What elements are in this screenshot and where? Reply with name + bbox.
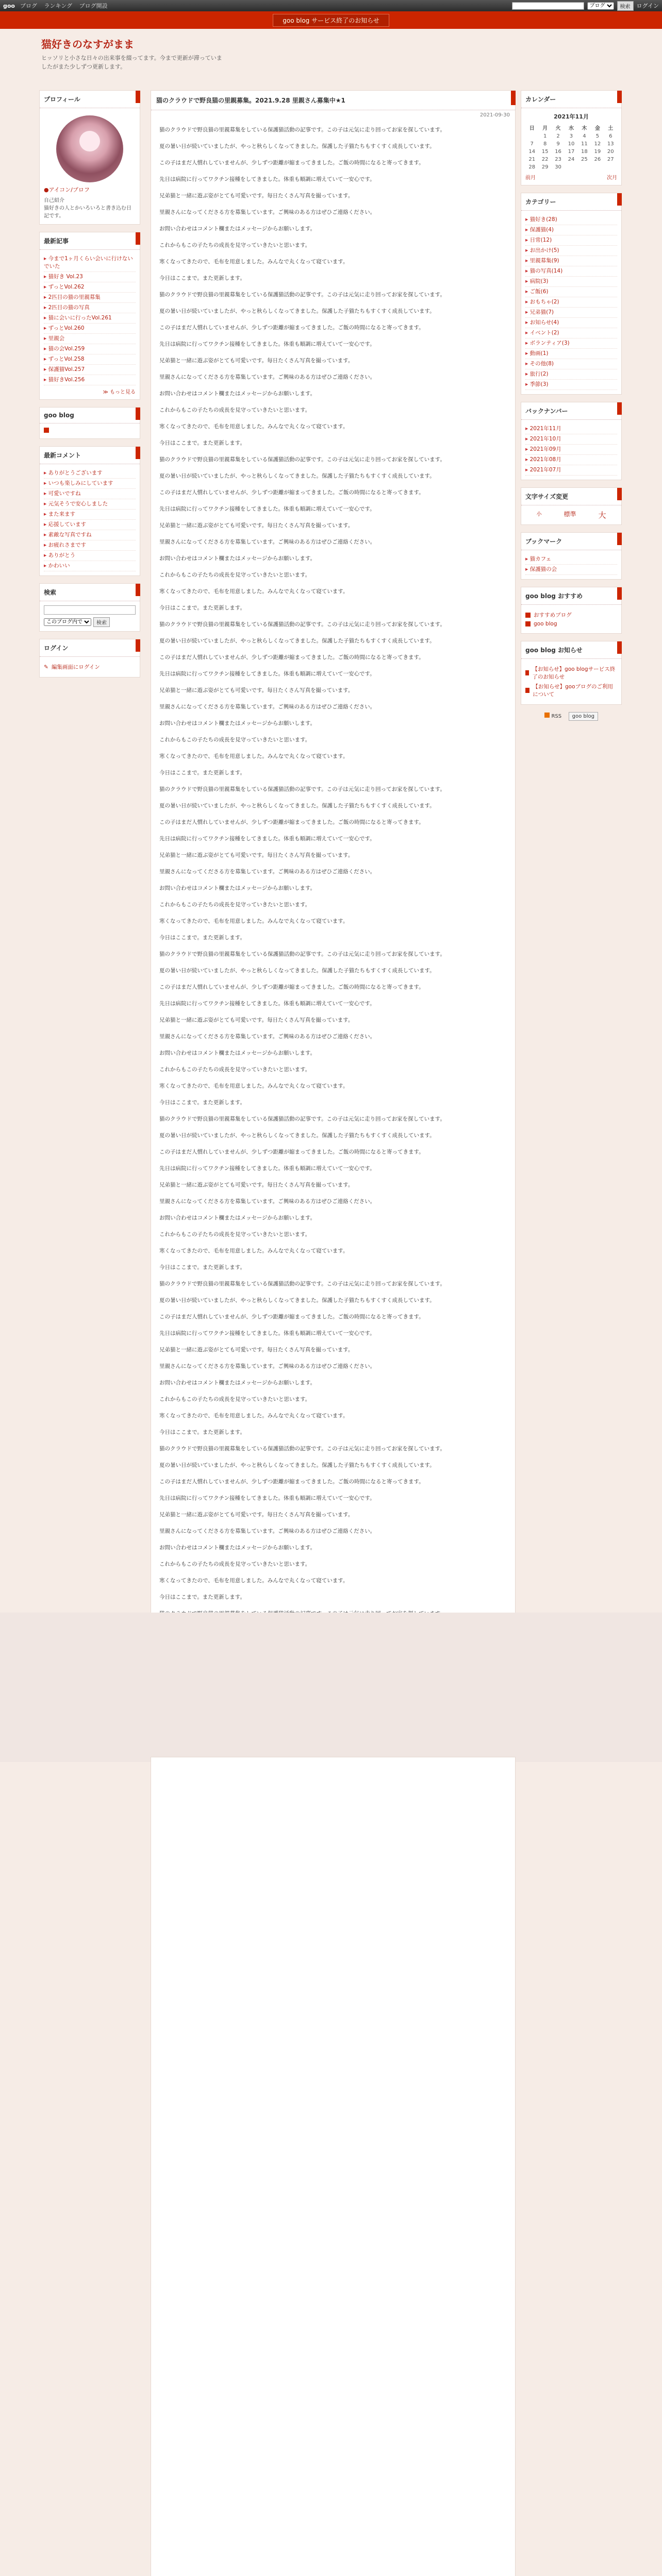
backnumber-box (521, 402, 622, 480)
blog-title[interactable]: 猫好きのなすがまま (41, 38, 134, 50)
recommend-item-2[interactable] (525, 621, 617, 627)
calendar-day: 12 (594, 141, 601, 147)
comment-item[interactable]: ▸ 元気そうで安心しました (44, 499, 136, 510)
bookmark-heading: ブックマーク (521, 533, 621, 550)
nav-item-start[interactable]: ブログ開設 (79, 3, 108, 9)
recent-posts-list (44, 254, 136, 385)
bookmark-item[interactable]: ▸ 保護猫の会 (525, 565, 617, 575)
calendar-day: 27 (607, 157, 614, 162)
category-item[interactable]: ▸ 里親募集(9) (525, 256, 617, 266)
post-paragraph: これからもこの子たちの成長を見守っていきたいと思います。 (159, 1561, 311, 1567)
info-item-2[interactable] (525, 683, 617, 698)
calendar-day: 25 (581, 157, 588, 162)
nav-item-ranking[interactable]: ランキング (44, 3, 73, 9)
post-paragraph: 里親さんになってくださる方を募集しています。ご興味のある方はぜひご連絡ください。 (159, 1033, 376, 1040)
recent-post-item[interactable]: ▸ ずっとVol.258 (44, 354, 136, 365)
post-paragraph: お問い合わせはコメント欄またはメッセージからお願いします。 (159, 885, 316, 891)
login-link[interactable]: ログイン (636, 3, 659, 9)
recent-post-item[interactable]: ▸ ずっとVol.262 (44, 282, 136, 293)
font-size-box (521, 487, 622, 525)
rss-label[interactable]: RSS (551, 714, 562, 719)
calendar-weekday: 日 (529, 126, 535, 131)
blog-search-scope[interactable] (44, 618, 91, 626)
category-item[interactable]: ▸ ご飯(6) (525, 287, 617, 297)
post-paragraph: 今日はここまで。また更新します。 (159, 935, 245, 941)
category-item[interactable]: ▸ 兄弟猫(7) (525, 308, 617, 318)
search-box (39, 583, 140, 632)
post-paragraph: お問い合わせはコメント欄またはメッセージからお願いします。 (159, 391, 316, 397)
calendar-day: 2 (556, 133, 560, 139)
post-paragraph: これからもこの子たちの成長を見守っていきたいと思います。 (159, 407, 311, 413)
font-small-button[interactable]: 小 (536, 512, 542, 517)
recommend-label-1: おすすめブログ (534, 612, 572, 618)
profile-heading: プロフィール (40, 91, 140, 108)
comment-item[interactable]: ▸ かわいい (44, 561, 136, 571)
post-paragraph: これからもこの子たちの成長を見守っていきたいと思います。 (159, 242, 311, 248)
post-paragraph: お問い合わせはコメント欄またはメッセージからお願いします。 (159, 1215, 316, 1221)
post-paragraph: 夏の暑い日が続いていましたが、やっと秋らしくなってきました。保護した子猫たちもすくすく成長しています。 (159, 143, 435, 149)
backnumber-item[interactable]: ▸ 2021年10月 (525, 434, 617, 445)
calendar-heading: カレンダー (521, 91, 621, 108)
category-item[interactable]: ▸ 病院(3) (525, 277, 617, 287)
post-paragraph: 先日は病院に行ってワクチン接種をしてきました。体重も順調に増えていて一安心です。 (159, 341, 375, 347)
post-paragraph: 里親さんになってくださる方を募集しています。ご興味のある方はぜひご連絡ください。 (159, 869, 376, 875)
bookmark-item[interactable]: ▸ 猫カフェ (525, 554, 617, 565)
blog-description: ヒッソリと小さな日々の出来事を綴ってます。今まで更新が滞っていましたがまた少しずつ更新します。 (41, 55, 222, 70)
post-paragraph: 猫のクラウドで野良猫の里親募集をしている保護猫活動の記事です。この子は元気に走り回ってお家を探しています。 (159, 621, 445, 628)
calendar-next[interactable]: 次月 (607, 175, 617, 181)
category-item[interactable]: ▸ 猫の写真(14) (525, 266, 617, 277)
recent-more-link[interactable]: ≫ もっと見る (103, 389, 136, 395)
calendar-caption: 2021年11月 (554, 113, 589, 120)
post-paragraph: 里親さんになってくださる方を募集しています。ご興味のある方はぜひご連絡ください。 (159, 1363, 376, 1369)
calendar-day: 19 (594, 149, 601, 155)
post-paragraph: 寒くなってきたので、毛布を用意しました。みんなで丸くなって寝ています。 (159, 918, 349, 924)
recent-post-item[interactable]: ▸ 里親会 (44, 334, 136, 344)
avatar (56, 115, 123, 182)
comment-item[interactable]: ▸ いつも楽しみにしています (44, 479, 136, 489)
post-paragraph: お問い合わせはコメント欄またはメッセージからお願いします。 (159, 720, 316, 726)
post-paragraph: 今日はここまで。また更新します。 (159, 275, 245, 281)
category-item[interactable]: ▸ 季節(3) (525, 380, 617, 390)
comments-list (44, 468, 136, 571)
recent-post-item[interactable]: ▸ 今まで1ヶ月くらい会いに行けないでいた (44, 254, 136, 272)
post-paragraph: お問い合わせはコメント欄またはメッセージからお願いします。 (159, 1380, 316, 1386)
goo-blog-badge[interactable]: goo blog (569, 712, 598, 721)
recommend-label-2: goo blog (534, 621, 557, 627)
calendar-day (604, 163, 617, 171)
post-paragraph: この子はまだ人慣れしていませんが、少しずつ距離が縮まってきました。ご飯の時間になると寄ってきます。 (159, 654, 424, 660)
post-paragraph: 猫のクラウドで野良猫の里親募集をしている保護猫活動の記事です。この子は元気に走り回ってお家を探しています。 (159, 456, 445, 463)
profile-text: 猫好きの人とかいろいろと書き込む日記です。 (44, 206, 131, 219)
recent-post-item[interactable]: ▸ ずっとVol.260 (44, 324, 136, 334)
post-date: 2021-09-30 (479, 112, 510, 118)
calendar-box (521, 90, 622, 185)
post-paragraph: 先日は病院に行ってワクチン接種をしてきました。体重も順調に増えていて一安心です。 (159, 1330, 375, 1336)
calendar-day: 20 (607, 149, 614, 155)
category-item[interactable]: ▸ ボランティア(3) (525, 338, 617, 349)
post-paragraph: 先日は病院に行ってワクチン接種をしてきました。体重も順調に増えていて一安心です。 (159, 671, 375, 677)
post-paragraph: 夏の暑い日が続いていましたが、やっと秋らしくなってきました。保護した子猫たちもすくすく成長しています。 (159, 968, 435, 974)
calendar-day: 22 (541, 157, 549, 162)
recent-posts-box (39, 232, 140, 400)
post-paragraph: 里親さんになってくださる方を募集しています。ご興味のある方はぜひご連絡ください。 (159, 539, 376, 545)
post-paragraph: 今日はここまで。また更新します。 (159, 440, 245, 446)
calendar-weekday: 水 (568, 126, 574, 131)
calendar-day: 13 (607, 141, 614, 147)
nav-item-blog[interactable]: ブログ (20, 3, 37, 9)
recent-posts-heading: 最新記事 (40, 232, 140, 250)
goo-bookmark-box (39, 407, 140, 439)
post-paragraph: 里親さんになってくださる方を募集しています。ご興味のある方はぜひご連絡ください。 (159, 1198, 376, 1205)
post-paragraph: 先日は病院に行ってワクチン接種をしてきました。体重も順調に増えていて一安心です。 (159, 836, 375, 842)
post-paragraph: 夏の暑い日が続いていましたが、やっと秋らしくなってきました。保護した子猫たちもすくすく成長しています。 (159, 1132, 435, 1139)
post-paragraph: 猫のクラウドで野良猫の里親募集をしている保護猫活動の記事です。この子は元気に走り回ってお家を探しています。 (159, 786, 445, 792)
calendar-day: 26 (594, 157, 601, 162)
bookmark-list (525, 554, 617, 575)
post-paragraph: 寒くなってきたので、毛布を用意しました。みんなで丸くなって寝ています。 (159, 1248, 349, 1254)
right-sidebar (521, 90, 622, 721)
goo-icon (525, 621, 531, 626)
post-paragraph: 里親さんになってくださる方を募集しています。ご興味のある方はぜひご連絡ください。 (159, 704, 376, 710)
post-paragraph: この子はまだ人慣れしていませんが、少しずつ距離が縮まってきました。ご飯の時間になると寄ってきます。 (159, 819, 424, 825)
calendar-day (565, 163, 577, 171)
post-paragraph: 猫のクラウドで野良猫の里親募集をしている保護猫活動の記事です。この子は元気に走り回ってお家を探しています。 (159, 127, 445, 133)
blog-header (0, 29, 662, 87)
category-list (525, 215, 617, 390)
post-paragraph: 寒くなってきたので、毛布を用意しました。みんなで丸くなって寝ています。 (159, 423, 349, 430)
top-search-button[interactable]: 検索 (617, 1, 634, 11)
goo-icon (525, 613, 531, 618)
profile-link[interactable]: ●アイコン/プロフ (44, 187, 90, 193)
post-paragraph: 先日は病院に行ってワクチン接種をしてきました。体重も順調に増えていて一安心です。 (159, 506, 375, 512)
notice-bar (0, 11, 662, 29)
calendar-day: 16 (555, 149, 561, 155)
post-paragraph: 里親さんになってくださる方を募集しています。ご興味のある方はぜひご連絡ください。 (159, 209, 376, 215)
comment-item[interactable]: ▸ ありがとう (44, 551, 136, 561)
recent-post-item[interactable]: ▸ 2匹目の猫の里親募集 (44, 293, 136, 303)
recent-post-item[interactable]: ▸ 猫の会Vol.259 (44, 344, 136, 354)
edit-login-link[interactable] (44, 663, 136, 671)
calendar-day: 7 (530, 141, 534, 147)
post-paragraph: 今日はここまで。また更新します。 (159, 605, 245, 611)
info-icon (525, 670, 529, 675)
post-paragraph: 寒くなってきたので、毛布を用意しました。みんなで丸くなって寝ています。 (159, 588, 349, 595)
post-paragraph: 先日は病院に行ってワクチン接種をしてきました。体重も順調に増えていて一安心です。 (159, 176, 375, 182)
post-paragraph: 猫のクラウドで野良猫の里親募集をしている保護猫活動の記事です。この子は元気に走り回ってお家を探しています。 (159, 951, 445, 957)
post-paragraph: 兄弟猫と一緒に遊ぶ姿がとても可愛いです。毎日たくさん写真を撮っています。 (159, 1347, 354, 1353)
post-paragraph: 今日はここまで。また更新します。 (159, 770, 245, 776)
post-paragraph: お問い合わせはコメント欄またはメッセージからお願いします。 (159, 1545, 316, 1551)
category-box (521, 193, 622, 395)
top-nav (20, 2, 113, 10)
post-paragraph: 夏の暑い日が続いていましたが、やっと秋らしくなってきました。保護した子猫たちもすくすく成長しています。 (159, 803, 435, 809)
profile-box (39, 90, 140, 225)
post-paragraph: 兄弟猫と一緒に遊ぶ姿がとても可愛いです。毎日たくさん写真を撮っています。 (159, 687, 354, 693)
recent-post-item[interactable]: ▸ 猫に会いに行ったVol.261 (44, 313, 136, 324)
calendar-day: 9 (556, 141, 560, 147)
search-heading: 検索 (40, 584, 140, 601)
post-paragraph: 猫のクラウドで野良猫の里親募集をしている保護猫活動の記事です。この子は元気に走り回ってお家を探しています。 (159, 1446, 445, 1452)
comment-item[interactable]: ▸ ありがとうございます (44, 468, 136, 479)
goo-logo[interactable]: goo (3, 2, 15, 9)
post-paragraph: 今日はここまで。また更新します。 (159, 1099, 245, 1106)
calendar-weekday: 火 (555, 126, 561, 131)
recent-post-item[interactable]: ▸ 猫好きVol.256 (44, 375, 136, 385)
edit-login-label: 編集画面にログイン (51, 664, 100, 670)
post-paragraph: 今日はここまで。また更新します。 (159, 1429, 245, 1435)
post-paragraph: 猫のクラウドで野良猫の里親募集をしている保護猫活動の記事です。この子は元気に走り回ってお家を探しています。 (159, 292, 445, 298)
top-search-select[interactable] (587, 2, 614, 10)
calendar-day: 21 (528, 157, 536, 162)
post-paragraph: 夏の暑い日が続いていましたが、やっと秋らしくなってきました。保護した子猫たちもすくすく成長しています。 (159, 308, 435, 314)
post-paragraph: お問い合わせはコメント欄またはメッセージからお願いします。 (159, 1050, 316, 1056)
calendar-day: 3 (569, 133, 573, 139)
post-paragraph: 寒くなってきたので、毛布を用意しました。みんなで丸くなって寝ています。 (159, 753, 349, 759)
post-paragraph: 里親さんになってくださる方を募集しています。ご興味のある方はぜひご連絡ください。 (159, 374, 376, 380)
post-paragraph: 猫のクラウドで野良猫の里親募集をしている保護猫活動の記事です。この子は元気に走り回ってお家を探しています。 (159, 1116, 445, 1122)
comment-item[interactable]: ▸ 可愛いですね (44, 489, 136, 499)
category-item[interactable]: ▸ おもちゃ(2) (525, 297, 617, 308)
page-divider (0, 1613, 662, 1762)
top-bar (0, 0, 662, 11)
post-paragraph: 夏の暑い日が続いていましたが、やっと秋らしくなってきました。保護した子猫たちもすくすく成長しています。 (159, 473, 435, 479)
calendar-table (525, 123, 617, 171)
post-paragraph: この子はまだ人慣れしていませんが、少しずつ距離が縮まってきました。ご飯の時間になると寄ってきます。 (159, 984, 424, 990)
login-heading: ログイン (40, 639, 140, 657)
category-item[interactable]: ▸ 動画(1) (525, 349, 617, 359)
backnumber-list (525, 424, 617, 476)
post-paragraph: 先日は病院に行ってワクチン接種をしてきました。体重も順調に増えていて一安心です。 (159, 1165, 375, 1172)
service-end-notice[interactable]: goo blog サービス終了のお知らせ (273, 14, 389, 27)
calendar-day: 5 (595, 133, 599, 139)
blog-search-button[interactable]: 検索 (93, 617, 110, 627)
category-item[interactable]: ▸ 猫好き(28) (525, 215, 617, 225)
goo-recommend-box (521, 587, 622, 634)
post-paragraph: 先日は病院に行ってワクチン接種をしてきました。体重も順調に増えていて一安心です。 (159, 1495, 375, 1501)
backnumber-item[interactable]: ▸ 2021年08月 (525, 455, 617, 465)
backnumber-item[interactable]: ▸ 2021年07月 (525, 465, 617, 476)
post-paragraph: お問い合わせはコメント欄またはメッセージからお願いします。 (159, 226, 316, 232)
backnumber-heading: バックナンバー (521, 402, 621, 420)
calendar-day: 8 (543, 141, 547, 147)
calendar-day: 28 (528, 164, 536, 170)
info-item-1[interactable] (525, 665, 617, 681)
post-paragraph: 夏の暑い日が続いていましたが、やっと秋らしくなってきました。保護した子猫たちもすくすく成長しています。 (159, 1462, 435, 1468)
calendar-day: 29 (541, 164, 549, 170)
post-paragraph: 寒くなってきたので、毛布を用意しました。みんなで丸くなって寝ています。 (159, 1413, 349, 1419)
bookmark-icon[interactable] (44, 428, 49, 433)
top-search-input[interactable] (512, 2, 584, 10)
info-label-2: 【お知らせ】gooブログのご利用について (533, 684, 613, 698)
font-size-heading: 文字サイズ変更 (521, 488, 621, 505)
bookmark-box (521, 532, 622, 580)
category-item[interactable]: ▸ 日常(12) (525, 235, 617, 246)
goo-recommend-heading: goo blog おすすめ (521, 587, 621, 605)
comment-item[interactable]: ▸ 素敵な写真ですね (44, 530, 136, 540)
calendar-day (578, 163, 591, 171)
post-paragraph: 兄弟猫と一緒に遊ぶ姿がとても可愛いです。毎日たくさん写真を撮っています。 (159, 1017, 354, 1023)
post-paragraph: この子はまだ人慣れしていませんが、少しずつ距離が縮まってきました。ご飯の時間になると寄ってきます。 (159, 489, 424, 496)
post-paragraph: 先日は病院に行ってワクチン接種をしてきました。体重も順調に増えていて一安心です。 (159, 1001, 375, 1007)
recent-post-item[interactable]: ▸ 猫好き Vol.23 (44, 272, 136, 282)
post-paragraph: 兄弟猫と一緒に遊ぶ姿がとても可愛いです。毎日たくさん写真を撮っています。 (159, 1512, 354, 1518)
post-paragraph: 里親さんになってくださる方を募集しています。ご興味のある方はぜひご連絡ください。 (159, 1528, 376, 1534)
goo-info-box (521, 641, 622, 705)
backnumber-item[interactable]: ▸ 2021年11月 (525, 424, 617, 434)
backnumber-item[interactable]: ▸ 2021年09月 (525, 445, 617, 455)
calendar-day: 23 (555, 157, 561, 162)
post-paragraph: 猫のクラウドで野良猫の里親募集をしている保護猫活動の記事です。この子は元気に走り回ってお家を探しています。 (159, 1281, 445, 1287)
post-paragraph: この子はまだ人慣れしていませんが、少しずつ距離が縮まってきました。ご飯の時間になると寄ってきます。 (159, 1479, 424, 1485)
post-paragraph: これからもこの子たちの成長を見守っていきたいと思います。 (159, 1066, 311, 1073)
comment-item[interactable]: ▸ また来ます (44, 510, 136, 520)
info-label-1: 【お知らせ】goo blogサービス終了のお知らせ (532, 666, 616, 680)
calendar-day (525, 132, 538, 140)
comments-box (39, 446, 140, 576)
calendar-day: 6 (609, 133, 613, 139)
calendar-day: 24 (568, 157, 575, 162)
category-item[interactable]: ▸ お出かけ(5) (525, 246, 617, 256)
calendar-day: 1 (543, 133, 547, 139)
recent-post-item[interactable]: ▸ 保護猫Vol.257 (44, 365, 136, 375)
goo-info-heading: goo blog お知らせ (521, 641, 621, 659)
post-paragraph: この子はまだ人慣れしていませんが、少しずつ距離が縮まってきました。ご飯の時間になると寄ってきます。 (159, 1149, 424, 1155)
post-paragraph: これからもこの子たちの成長を見守っていきたいと思います。 (159, 902, 311, 908)
comments-heading: 最新コメント (40, 447, 140, 464)
left-sidebar (39, 90, 140, 685)
post-paragraph: 兄弟猫と一緒に遊ぶ姿がとても可愛いです。毎日たくさん写真を撮っています。 (159, 358, 354, 364)
recent-post-item[interactable]: ▸ 2匹目の猫の写真 (44, 303, 136, 313)
post-paragraph: この子はまだ人慣れしていませんが、少しずつ距離が縮まってきました。ご飯の時間になると寄ってきます。 (159, 325, 424, 331)
profile-name: 自己紹介 (44, 198, 64, 204)
font-large-button[interactable]: 大 (598, 511, 606, 520)
post-paragraph: これからもこの子たちの成長を見守っていきたいと思います。 (159, 737, 311, 743)
recommend-item-1[interactable] (525, 611, 617, 619)
post-paragraph: 今日はここまで。また更新します。 (159, 1594, 245, 1600)
blog-search-input[interactable] (44, 605, 136, 615)
calendar-day: 17 (568, 149, 575, 155)
post-paragraph: この子はまだ人慣れしていませんが、少しずつ距離が縮まってきました。ご飯の時間になると寄ってきます。 (159, 1314, 424, 1320)
post-paragraph: 兄弟猫と一緒に遊ぶ姿がとても可愛いです。毎日たくさん写真を撮っています。 (159, 193, 354, 199)
post-paragraph: これからもこの子たちの成長を見守っていきたいと思います。 (159, 1396, 311, 1402)
calendar-day: 10 (568, 141, 575, 147)
blog-post-continued (151, 1757, 516, 2576)
rss-area (521, 712, 622, 721)
category-item[interactable]: ▸ 保護猫(4) (525, 225, 617, 235)
post-paragraph: お問い合わせはコメント欄またはメッセージからお願いします。 (159, 555, 316, 562)
calendar-day (591, 163, 604, 171)
post-paragraph: 兄弟猫と一緒に遊ぶ姿がとても可愛いです。毎日たくさん写真を撮っています。 (159, 522, 354, 529)
calendar-weekday: 月 (542, 126, 548, 131)
calendar-day: 11 (581, 141, 588, 147)
calendar-day: 15 (541, 149, 549, 155)
comment-item[interactable]: ▸ お疲れさまです (44, 540, 136, 551)
post-paragraph: 夏の暑い日が続いていましたが、やっと秋らしくなってきました。保護した子猫たちもすくすく成長しています。 (159, 1297, 435, 1303)
category-item[interactable]: ▸ 旅行(2) (525, 369, 617, 380)
rss-icon[interactable] (544, 713, 550, 718)
category-item[interactable]: ▸ イベント(2) (525, 328, 617, 338)
post-paragraph: 兄弟猫と一緒に遊ぶ姿がとても可愛いです。毎日たくさん写真を撮っています。 (159, 1182, 354, 1188)
top-search (512, 1, 659, 11)
pencil-icon: ✎ (44, 664, 48, 670)
calendar-day: 30 (555, 164, 561, 170)
post-paragraph: 寒くなってきたので、毛布を用意しました。みんなで丸くなって寝ています。 (159, 1083, 349, 1089)
category-item[interactable]: ▸ お知らせ(4) (525, 318, 617, 328)
calendar-weekday: 土 (608, 126, 614, 131)
post-paragraph: 夏の暑い日が続いていましたが、やっと秋らしくなってきました。保護した子猫たちもすくすく成長しています。 (159, 638, 435, 644)
comment-item[interactable]: ▸ 応援しています (44, 520, 136, 530)
post-paragraph: これからもこの子たちの成長を見守っていきたいと思います。 (159, 572, 311, 578)
post-paragraph: 兄弟猫と一緒に遊ぶ姿がとても可愛いです。毎日たくさん写真を撮っています。 (159, 852, 354, 858)
post-paragraph: この子はまだ人慣れしていませんが、少しずつ距離が縮まってきました。ご飯の時間になると寄ってきます。 (159, 160, 424, 166)
category-heading: カテゴリー (521, 193, 621, 211)
font-normal-button[interactable]: 標準 (564, 511, 576, 518)
category-item[interactable]: ▸ その他(8) (525, 359, 617, 369)
post-paragraph: 今日はここまで。また更新します。 (159, 1264, 245, 1270)
calendar-weekday: 木 (582, 126, 587, 131)
calendar-weekday: 金 (594, 126, 600, 131)
info-icon (525, 688, 529, 693)
goo-bookmark-heading: goo blog (40, 408, 140, 423)
post-paragraph: 寒くなってきたので、毛布を用意しました。みんなで丸くなって寝ています。 (159, 1578, 349, 1584)
post-paragraph: 寒くなってきたので、毛布を用意しました。みんなで丸くなって寝ています。 (159, 259, 349, 265)
post-title[interactable]: 猫のクラウドで野良猫の里親募集。2021.9.28 里親さん募集中★1 (151, 91, 515, 110)
calendar-day: 4 (583, 133, 586, 139)
calendar-day: 14 (528, 149, 536, 155)
calendar-day: 18 (581, 149, 588, 155)
calendar-prev[interactable]: 前月 (525, 175, 536, 181)
post-paragraph: これからもこの子たちの成長を見守っていきたいと思います。 (159, 1231, 311, 1238)
login-box (39, 639, 140, 677)
